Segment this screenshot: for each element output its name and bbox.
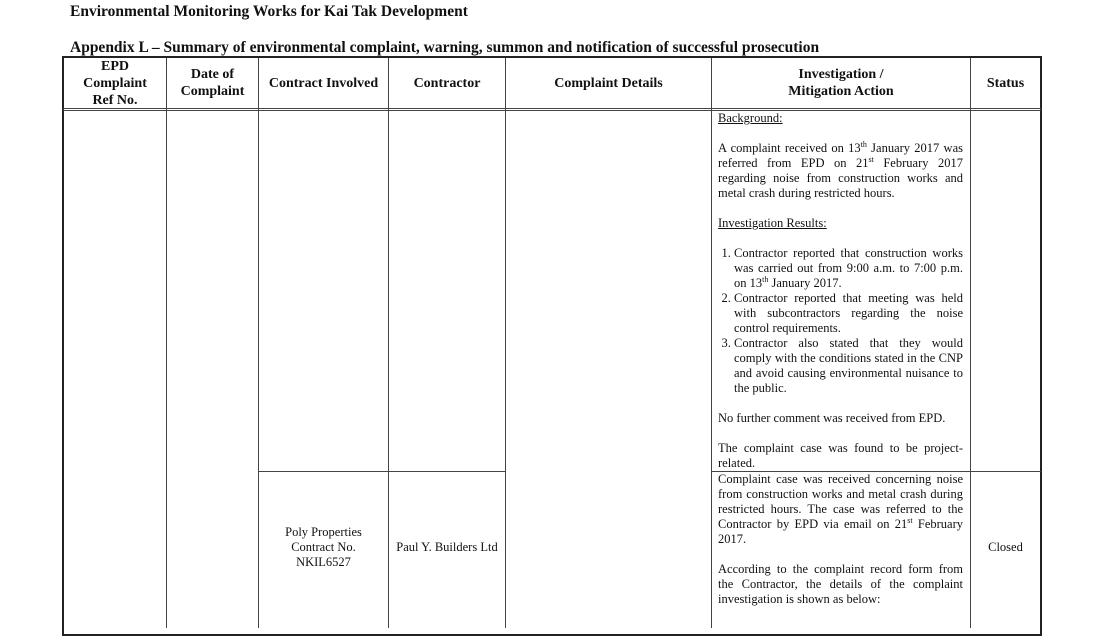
header-epd-ref: EPD Complaint Ref No. [83,58,147,108]
result-item: 2. Contractor reported that meeting was held with subcontractors regarding the noise control requirements. [734,291,963,336]
result-item: 1. Contractor reported that construction works was carried out from 9:00 a.m. to 7:00 p.m. on 13th January 2017. [734,246,963,291]
row2-contractor-cell: Paul Y. Builders Ltd [396,540,498,554]
row2-investigation-cell [718,472,963,607]
row2-status-cell: Closed [988,540,1023,554]
conclusion-text: The complaint case was found to be project-related. [718,441,963,470]
header-investigation: Investigation / Mitigation Action [788,67,894,99]
background-heading: Background: [718,111,783,125]
appendix-title: Appendix L – Summary of environmental complaint, warning, summon and notification of successful prosecution [70,39,820,56]
header-status: Status [986,75,1025,91]
result-item: 3. Contractor also stated that they would comply with the conditions stated in the CNP and avoid causing environmental nuisance to the public. [734,336,963,396]
no-further-comment: No further comment was received from EPD. [718,411,946,425]
header-complaint-details: Complaint Details [554,75,663,91]
header-date: Date of Complaint [180,67,245,99]
column-divider [166,58,167,628]
background-text: A complaint received on 13th January 2017 was referred from EPD on 21st February 2017 regarding noise from construction works and metal crash during restricted hours. [718,139,963,200]
row1-investigation-cell [718,111,963,471]
column-divider [711,58,712,628]
column-divider [505,58,506,628]
header-contractor: Contractor [413,75,481,91]
record-form-text: According to the complaint record form from the Contractor, the details of the complaint investigation is shown as below: [718,562,963,606]
results-heading: Investigation Results: [718,216,827,230]
header-divider [63,108,1041,109]
document-title: Environmental Monitoring Works for Kai Tak Development [70,3,468,20]
row-divider [258,471,505,472]
header-contract: Contract Involved [268,75,379,91]
row2-contract-cell: Poly Properties Contract No. NKIL6527 [285,525,362,569]
results-list [718,246,963,396]
referral-text: Complaint case was received concerning noise from construction works and metal crash during restricted hours. The case was referred to the Contractor by EPD via email on 21st February 2017. [718,472,964,546]
